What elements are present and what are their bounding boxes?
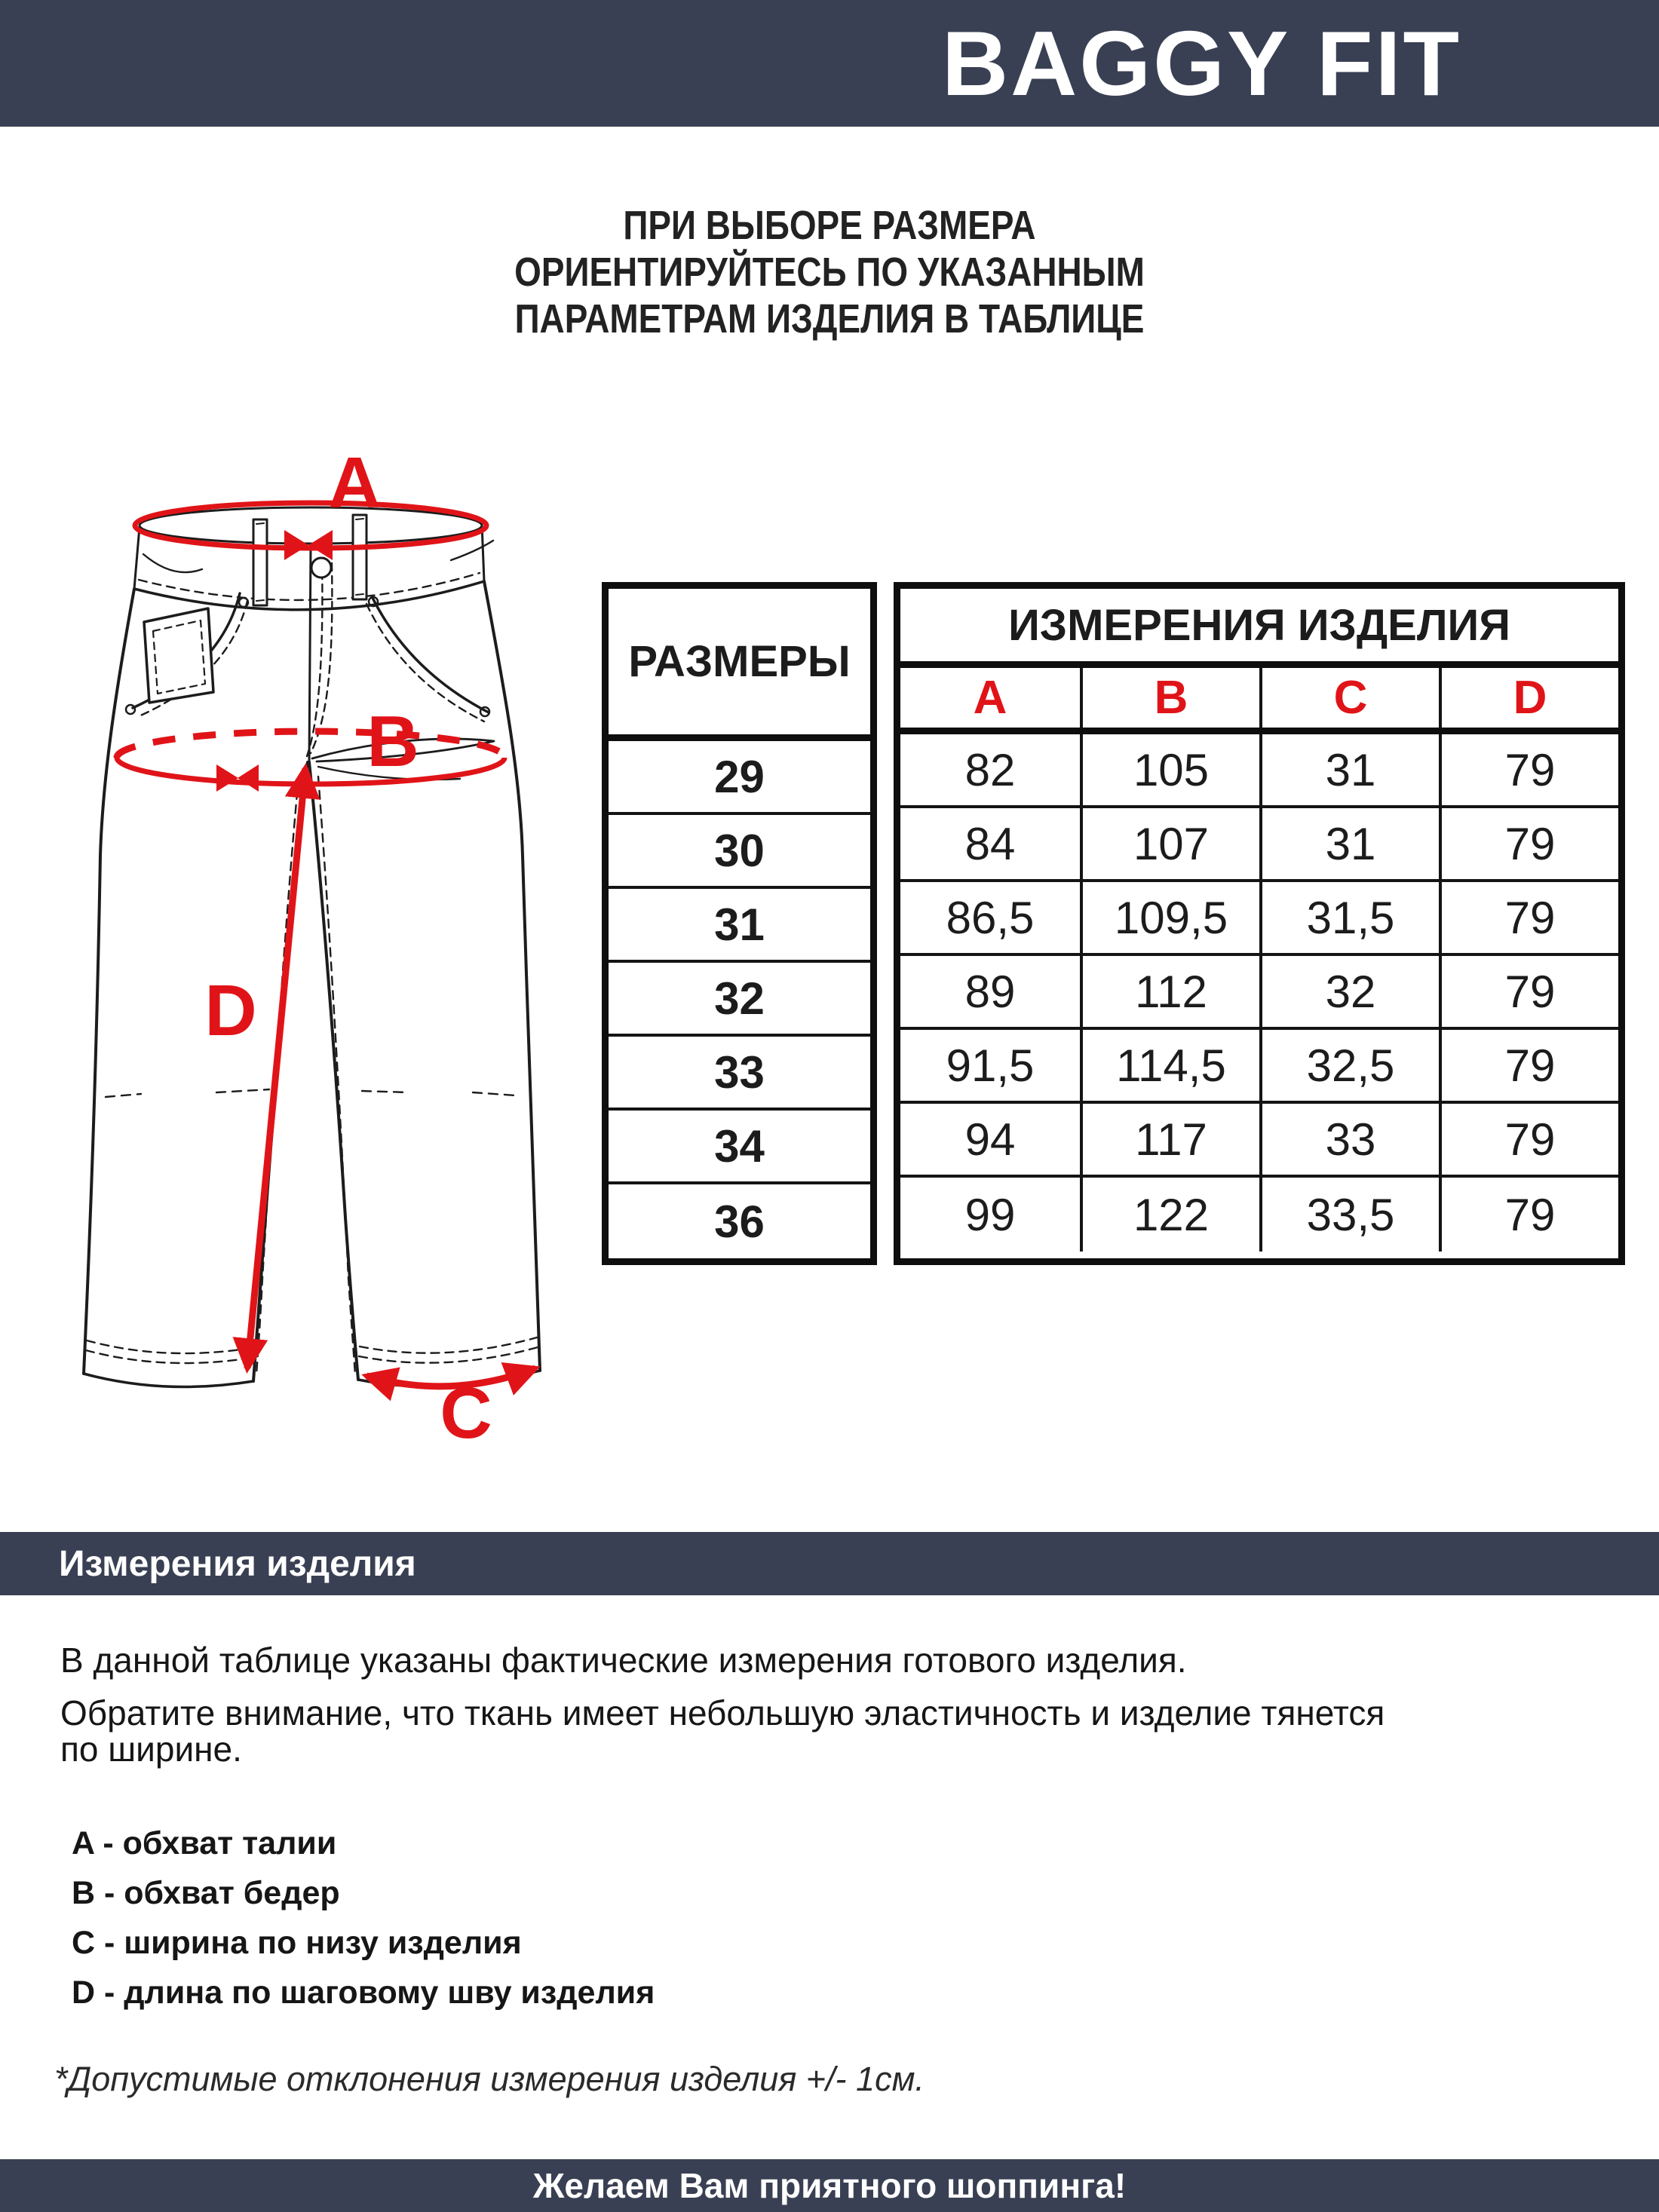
value-cell: 79 — [1439, 882, 1618, 953]
value-cell: 32 — [1259, 956, 1439, 1027]
label-a: A — [328, 443, 381, 523]
size-cell: 29 — [609, 741, 870, 815]
arrowhead-icon — [216, 764, 238, 792]
size-table — [602, 582, 1625, 1265]
pants-outline — [84, 502, 540, 1387]
value-cell: 84 — [964, 818, 1016, 869]
intro-line: ПРИ ВЫБОРЕ РАЗМЕРА — [623, 203, 1036, 248]
intro-heading — [124, 202, 1535, 342]
value-cell: 32,5 — [1259, 1030, 1439, 1101]
size-cell: 36 — [714, 1196, 765, 1247]
size-cell: 32 — [609, 963, 870, 1037]
intro-line: ПАРАМЕТРАМ ИЗДЕЛИЯ В ТАБЛИЦЕ — [514, 296, 1145, 342]
section-bar — [0, 1532, 1659, 1595]
header-bar — [0, 0, 1659, 127]
value-cell: 82 — [964, 744, 1016, 795]
size-cell: 30 — [609, 815, 870, 889]
value-cell: 31 — [1259, 808, 1439, 879]
value-cell: 79 — [1439, 808, 1618, 879]
measurements-header-cell: ИЗМЕРЕНИЯ ИЗДЕЛИЯ — [900, 589, 1618, 668]
size-cell: 34 — [609, 1111, 870, 1184]
label-d: D — [204, 970, 257, 1051]
value-cell: 105 — [1080, 734, 1259, 805]
value-cell: 86,5 — [946, 892, 1035, 943]
value-cell: 33 — [1259, 1104, 1439, 1175]
footer-bar — [0, 2159, 1659, 2212]
value-cell: 114,5 — [1080, 1030, 1259, 1101]
sizes-header-cell: РАЗМЕРЫ — [609, 589, 870, 741]
column-header-c: C — [1259, 668, 1439, 728]
measurements-box — [894, 582, 1625, 1265]
description-line: Обратите внимание, что ткань имеет небольшую эластичность и изделие тянется — [60, 1693, 1385, 1733]
value-cell: 79 — [1439, 1178, 1618, 1252]
measure-d-inseam — [204, 768, 305, 1368]
footer-message: Желаем Вам приятного шоппинга! — [532, 2166, 1127, 2205]
legend-item-b: B - обхват бедер — [72, 1875, 340, 1911]
table-row — [900, 1178, 1618, 1252]
value-cell: 91,5 — [946, 1040, 1035, 1091]
belt-loop — [253, 519, 267, 605]
measure-c-hem — [366, 1368, 535, 1454]
column-header-row — [900, 668, 1618, 734]
size-cell: 31 — [609, 889, 870, 963]
value-cell: 79 — [1439, 734, 1618, 805]
description-text — [60, 1642, 1561, 1767]
table-row — [900, 882, 1618, 956]
description-line: В данной таблице указаны фактические измерения готового изделия. — [60, 1641, 1187, 1680]
table-row — [900, 956, 1618, 1030]
pants-technical-drawing — [68, 441, 596, 1497]
value-cell: 33,5 — [1259, 1178, 1439, 1252]
value-cell: 79 — [1439, 1104, 1618, 1175]
legend-item-d: D - длина по шаговому шву изделия — [72, 1975, 655, 2011]
size-cell: 33 — [609, 1037, 870, 1111]
table-row — [900, 734, 1618, 808]
column-header-b: B — [1080, 668, 1259, 728]
value-cell: 89 — [964, 966, 1016, 1017]
arrowhead-icon — [284, 530, 308, 560]
tolerance-note: *Допустимые отклонения измерения изделия +/- 1см. — [54, 2060, 925, 2098]
value-cell: 109,5 — [1080, 882, 1259, 953]
intro-line: ОРИЕНТИРУЙТЕСЬ ПО УКАЗАННЫМ — [514, 250, 1145, 295]
description-line: по ширине. — [60, 1729, 242, 1769]
arrowhead-icon — [308, 530, 333, 560]
table-row — [900, 808, 1618, 882]
brand-title: BAGGY FIT — [941, 12, 1461, 115]
table-row — [900, 1104, 1618, 1178]
value-cell: 31 — [1259, 734, 1439, 805]
column-header-d: D — [1439, 668, 1618, 728]
legend-item-a: A - обхват талии — [72, 1825, 337, 1861]
measurement-legend — [72, 1824, 655, 2024]
table-row — [900, 1030, 1618, 1104]
value-cell: 79 — [1439, 1030, 1618, 1101]
value-cell: 117 — [1080, 1104, 1259, 1175]
value-cell: 122 — [1080, 1178, 1259, 1252]
value-cell: 107 — [1080, 808, 1259, 879]
belt-loop — [353, 515, 366, 599]
value-cell: 79 — [1439, 956, 1618, 1027]
label-c: C — [440, 1373, 492, 1454]
fly-button — [311, 558, 331, 578]
value-cell: 112 — [1080, 956, 1259, 1027]
sizes-column — [602, 582, 877, 1265]
value-cell: 99 — [964, 1189, 1016, 1240]
value-cell: 94 — [964, 1114, 1016, 1165]
column-header-a: A — [973, 672, 1007, 724]
legend-item-c: C - ширина по низу изделия — [72, 1925, 522, 1961]
value-cell: 31,5 — [1259, 882, 1439, 953]
arrowhead-icon — [238, 764, 259, 792]
section-bar-title: Измерения изделия — [59, 1543, 416, 1584]
label-b: B — [366, 701, 419, 782]
